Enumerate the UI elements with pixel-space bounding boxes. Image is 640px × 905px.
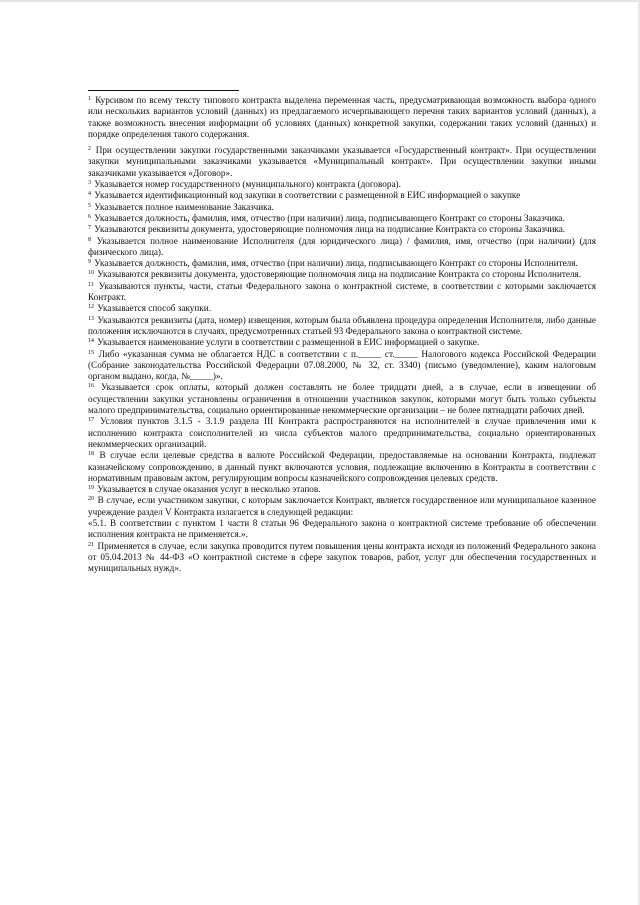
footnote-19 [88, 484, 596, 495]
page-edge-top [0, 0, 640, 2]
footnote-number: 19 [88, 485, 94, 492]
footnote-number: 12 [88, 304, 94, 311]
footnote-number: 8 [88, 236, 91, 243]
footnote-text: Указывается полное наименование Исполнителя (для юридического лица) / фамилия, имя, отчество (при наличии) (для физического лица). [88, 235, 596, 257]
footnote-text: Указываются реквизиты (дата, номер) извещения, которым была объявлена процедура определения Исполнителя, либо данные положения исключаются в случаях, предусмотренных статьей 93 Федерального закона о контрактной системе. [88, 314, 596, 336]
footnote-9 [88, 258, 596, 269]
footnote-number: 14 [88, 338, 94, 345]
footnote-number: 3 [88, 180, 91, 187]
footnote-text: Указываются реквизиты документа, удостоверяющие полномочия лица на подписание Контракта со стороны Исполнителя. [97, 269, 582, 280]
footnote-number: 13 [88, 315, 94, 322]
footnote-6 [88, 213, 596, 224]
footnote-14 [88, 337, 596, 348]
footnote-17 [88, 416, 596, 450]
footnote-7 [88, 224, 596, 235]
footnote-text: Условия пунктов 3.1.5 - 3.1.9 раздела III Контракта распространяются на исполнителей в случае привлечения ими к исполнению контракта соисполнителей из числа субъектов малого предпринимательства, социально ориентированных некоммерческих организаций. [88, 416, 597, 449]
footnote-10 [88, 269, 596, 280]
footnote-number: 15 [88, 349, 94, 356]
footnote-text: «5.1. В соответствии с пунктом 1 части 8 статьи 96 Федерального закона о контрактной системе требование об обеспечении исполнения контракта не применяется.». [88, 517, 596, 540]
footnote-text: Указывается идентификационный код закупки в соответствии с размещенной в ЕИС информацией о закупке [94, 190, 521, 201]
footnote-21 [88, 541, 596, 575]
footnote-20 [88, 495, 596, 518]
footnote-text: Указываются реквизиты документа, удостоверяющие полномочия лица на подписание Контракта со стороны Заказчика. [94, 224, 566, 235]
footnotes-list [88, 95, 596, 574]
footnote-text: Применяется в случае, если закупка проводится путем повышения цены контракта исходя из положений Федерального закона от 05.04.2013 № 44-ФЗ «О контрактной системе в сфере закупок товаров, работ, услуг для обеспечения государственных и муниципальных нужд». [88, 540, 597, 574]
footnote-13 [88, 315, 596, 338]
footnote-number: 10 [88, 270, 94, 277]
footnote-3 [88, 179, 596, 190]
footnote-number: 16 [88, 383, 94, 390]
footnote-text: Курсивом по всему тексту типового контракта выделена переменная часть, предусматривающая возможность выбора одного или нескольких вариантов условий (данных) из предлагаемого исчерпывающего перечня таких вариантов условий (данных), а также возможность внесения информации об условиях (данных) конкретной закупки, содержании таких условий (данных) и порядке определения такого содержания. [88, 95, 597, 139]
footnote-text: Указываются пункты, части, статьи Федерального закона о контрактной системе, в соответствии с которыми заключается Контракт. [88, 280, 596, 303]
footnote-text: Указывается должность, фамилия, имя, отчество (при наличии) лица, подписывающего Контракт со стороны Заказчика. [94, 212, 565, 223]
footnote-text: Указывается способ закупки. [97, 303, 211, 314]
footnote-number: 2 [88, 146, 91, 153]
footnote-20-quote [88, 518, 596, 541]
footnote-number: 4 [88, 191, 91, 198]
footnote-1 [88, 95, 596, 140]
footnote-number: 1 [88, 96, 91, 102]
footnote-text: Указывается срок оплаты, который должен составлять не более тридцати дней, а в случае, если в извещении об осуществлении закупки установлены ограничения в отношении участников закупок, которыми могут быть только субъекты малого предпринимательства, социально ориентированные некоммерческие организации – не более пятнадцати рабочих дней. [88, 382, 596, 416]
footnote-text: Указывается должность, фамилия, имя, отчество (при наличии) лица, подписывающего Контракт со стороны Исполнителя. [94, 258, 578, 269]
footnote-2 [88, 145, 596, 179]
footnote-12 [88, 303, 596, 314]
footnote-text: Указывается номер государственного (муниципального) контракта (договора). [94, 179, 401, 190]
footnote-text: Указывается наименование услуги в соответствии с размещенной в ЕИС информацией о закупке. [97, 337, 480, 348]
footnote-number: 6 [88, 213, 91, 220]
footnote-number: 17 [88, 417, 94, 424]
footnote-5 [88, 202, 596, 213]
footnote-number: 5 [88, 202, 91, 209]
footnote-text: Либо «указанная сумма не облагается НДС в соответствии с п._____ ст._____ Налогового кодекса Российской Федерации (Собрание законодательства Российской Федерации 07.08.2000, № 32, ст. 3340) (письмо (уведомление), каким налоговым органом выдано, когда, №_____)». [88, 348, 596, 382]
footnote-18 [88, 450, 596, 484]
footnote-text: При осуществлении закупки государственными заказчиками указывается «Государственный контракт». При осуществлении закупки муниципальными заказчиками указывается «Муниципальный контракт». При осуществлении закупки иными заказчиками указывается «Договор». [88, 145, 597, 178]
footnote-number: 20 [88, 496, 94, 503]
footnote-number: 11 [88, 281, 94, 288]
footnote-8 [88, 236, 596, 259]
footnote-number: 7 [88, 225, 91, 232]
footnote-text: Указывается в случае оказания услуг в несколько этапов. [97, 484, 321, 495]
footnote-number: 21 [88, 541, 94, 548]
footnote-number: 18 [88, 451, 94, 458]
footnote-separator [88, 90, 239, 91]
footnote-16 [88, 382, 596, 416]
footnote-text: В случае, если участником закупки, с которым заключается Контракт, является государственное или муниципальное казенное учреждение раздел V Контракта излагается в следующей редакции: [88, 495, 596, 517]
footnote-15 [88, 349, 596, 383]
footnote-number: 9 [88, 259, 91, 266]
footnote-text: Указывается полное наименование Заказчика. [94, 201, 274, 212]
footnote-4 [88, 190, 596, 201]
footnote-11 [88, 281, 596, 304]
footnote-text: В случае если целевые средства в валюте Российской Федерации, предоставляемые на основании Контракта, подлежат казначейскому сопровождению, в данный пункт включаются условия, подлежащие включению в Контракты в соответствии с нормативным правовым актом, регулирующим вопросы казначейского сопровождения целевых средств. [88, 450, 596, 483]
